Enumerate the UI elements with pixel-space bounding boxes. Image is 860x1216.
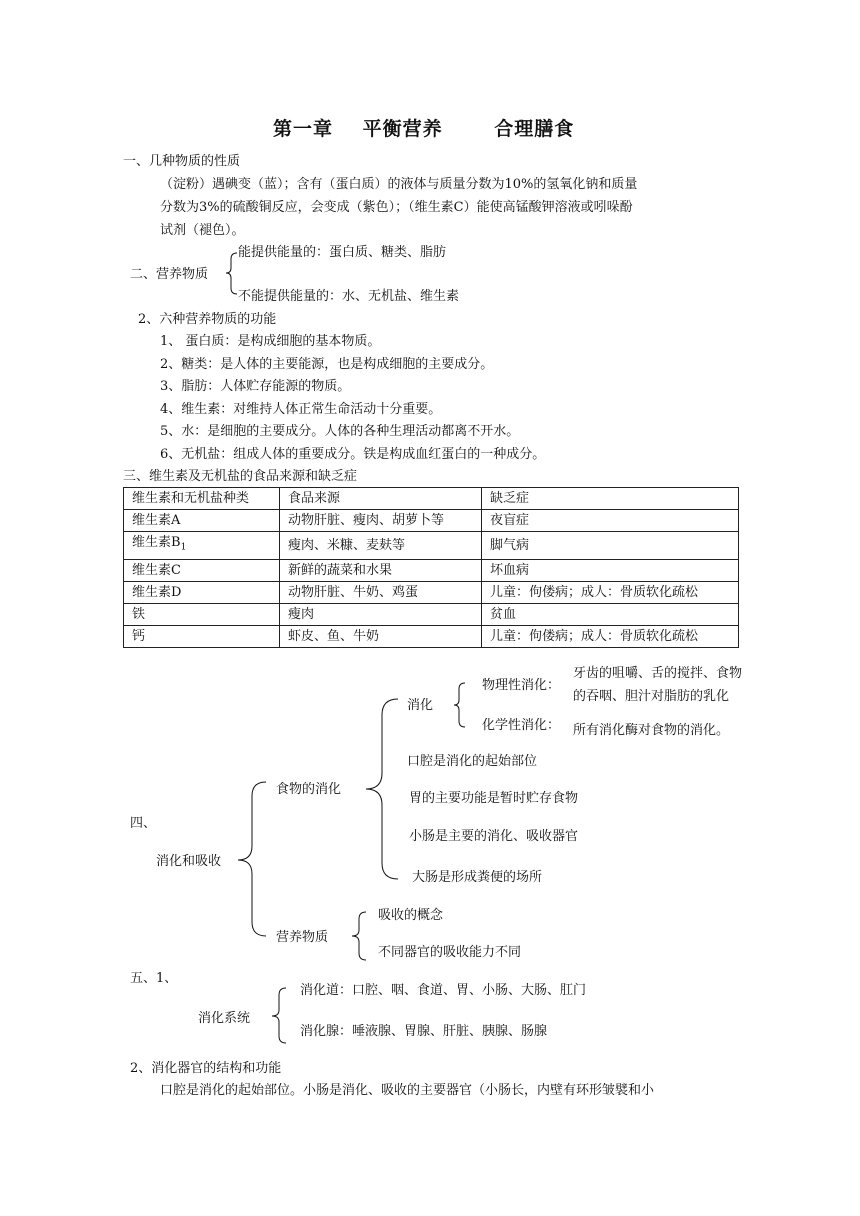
title-part2: 合理膳食 [494, 118, 575, 140]
food-source: 动物肝脏、牛奶、鸡蛋 [280, 581, 482, 603]
nutrient-name-text: 维生素A [132, 513, 181, 528]
food-digestion-label: 食物的消化 [276, 782, 342, 797]
brace-nutrients [226, 253, 237, 294]
digestion-point-3: 小肠是主要的消化、吸收器官 [409, 829, 579, 844]
section5-text: 口腔是消化的起始部位。小肠是消化、吸收的主要器官（小肠长，内壁有环形皱襞和小 [160, 1083, 655, 1098]
section4-number: 四、 [130, 816, 157, 831]
xiaohua-label: 消化 [407, 698, 434, 713]
digestive-system-label: 消化系统 [198, 1011, 251, 1026]
nutrient-name-text: 铁 [132, 606, 146, 622]
deficiency: 脚气病 [482, 532, 739, 560]
section5-sub-heading: 2、消化器官的结构和功能 [130, 1061, 282, 1076]
digestion-point-1: 口腔是消化的起始部位 [407, 754, 538, 769]
nutrient-name-text: 维生素D [132, 584, 182, 600]
section1-line-3: 试剂（褪色）。 [160, 223, 245, 238]
brace-digestive-system [272, 988, 286, 1043]
food-source: 瘦肉 [280, 603, 482, 625]
physical-digestion-text-1: 牙齿的咀嚼、舌的搅拌、食物 [573, 666, 743, 681]
brace-food-digestion [366, 699, 398, 879]
brace-xiaohua [454, 683, 465, 727]
function-2: 2、糖类：是人体的主要能源，也是构成细胞的主要成分。 [160, 357, 494, 372]
food-source: 虾皮、鱼、牛奶 [280, 625, 482, 647]
table-header: 食品来源 [280, 488, 482, 510]
section3-heading: 三、维生素及无机盐的食品来源和缺乏症 [123, 469, 358, 484]
physical-digestion-text-2: 的吞咽、胆汁对脂肪的乳化 [573, 689, 730, 704]
nutrient-name-text: 钙 [132, 628, 146, 644]
section2-heading: 二、营养物质 [130, 267, 209, 282]
deficiency: 儿童：佝偻病；成人：骨质软化疏松 [482, 625, 739, 647]
deficiency: 贫血 [482, 603, 739, 625]
deficiency: 坏血病 [482, 559, 739, 581]
nutrient-name-text: 维生素B [132, 535, 181, 550]
function-5: 5、水：是细胞的主要成分。人体的各种生理活动都离不开水。 [160, 424, 520, 439]
digestion-absorption-root: 消化和吸收 [156, 854, 222, 869]
table-header: 缺乏症 [482, 488, 739, 510]
function-6: 6、无机盐：组成人体的重要成分。铁是构成血红蛋白的一种成分。 [160, 447, 546, 462]
food-source: 新鲜的蔬菜和水果 [280, 559, 482, 581]
nutrient-absorption-label: 营养物质 [276, 930, 329, 945]
food-source: 瘦肉、米糠、麦麸等 [280, 532, 482, 560]
function-4: 4、维生素：对维持人体正常生命活动十分重要。 [160, 402, 442, 417]
chemical-digestion-text: 所有消化酶对食物的消化。 [573, 723, 730, 738]
function-3: 3、脂肪：人体贮存能源的物质。 [160, 379, 351, 394]
deficiency: 儿童：佝偻病；成人：骨质软化疏松 [482, 581, 739, 603]
food-source: 动物肝脏、瘦肉、胡萝卜等 [280, 510, 482, 532]
physical-digestion-label: 物理性消化： [482, 678, 561, 693]
section1-line-1: （淀粉）遇碘变（蓝）；含有（蛋白质）的液体与质量分数为10%的氢氧化钠和质量 [160, 177, 638, 192]
section1-heading: 一、几种物质的性质 [123, 154, 241, 169]
section1-line-2: 分数为3%的硫酸铜反应，会变成（紫色）；（维生素C）能使高锰酸钾溶液或吲哚酚 [160, 200, 633, 215]
non-energy-nutrients: 不能提供能量的：水、无机盐、维生素 [238, 289, 460, 304]
energy-nutrients: 能提供能量的：蛋白质、糖类、脂肪 [238, 245, 447, 260]
digestion-point-2: 胃的主要功能是暂时贮存食物 [409, 791, 579, 806]
table-header: 维生素和无机盐种类 [124, 488, 280, 510]
title-part1: 平衡营养 [362, 118, 443, 140]
section5-number: 五、1、 [130, 971, 178, 986]
deficiency: 夜盲症 [482, 510, 739, 532]
digestive-glands: 消化腺：唾液腺、胃腺、肝脏、胰腺、肠腺 [300, 1024, 548, 1039]
brace-absorption [352, 912, 366, 960]
functions-heading: 2、六种营养物质的功能 [138, 312, 277, 327]
function-1: 1、 蛋白质：是构成细胞的基本物质。 [160, 334, 381, 349]
nutrient-subscript: 1 [180, 542, 187, 553]
chemical-digestion-label: 化学性消化： [482, 718, 561, 733]
title-chapter: 第一章 [273, 118, 334, 140]
absorption-item-1: 吸收的概念 [378, 908, 444, 923]
digestion-point-4: 大肠是形成粪便的场所 [412, 870, 543, 885]
brace-root [238, 782, 266, 936]
nutrient-name-text: 维生素C [132, 562, 181, 578]
absorption-item-2: 不同器官的吸收能力不同 [378, 945, 522, 960]
digestive-tract: 消化道：口腔、咽、食道、胃、小肠、大肠、肛门 [300, 983, 587, 998]
